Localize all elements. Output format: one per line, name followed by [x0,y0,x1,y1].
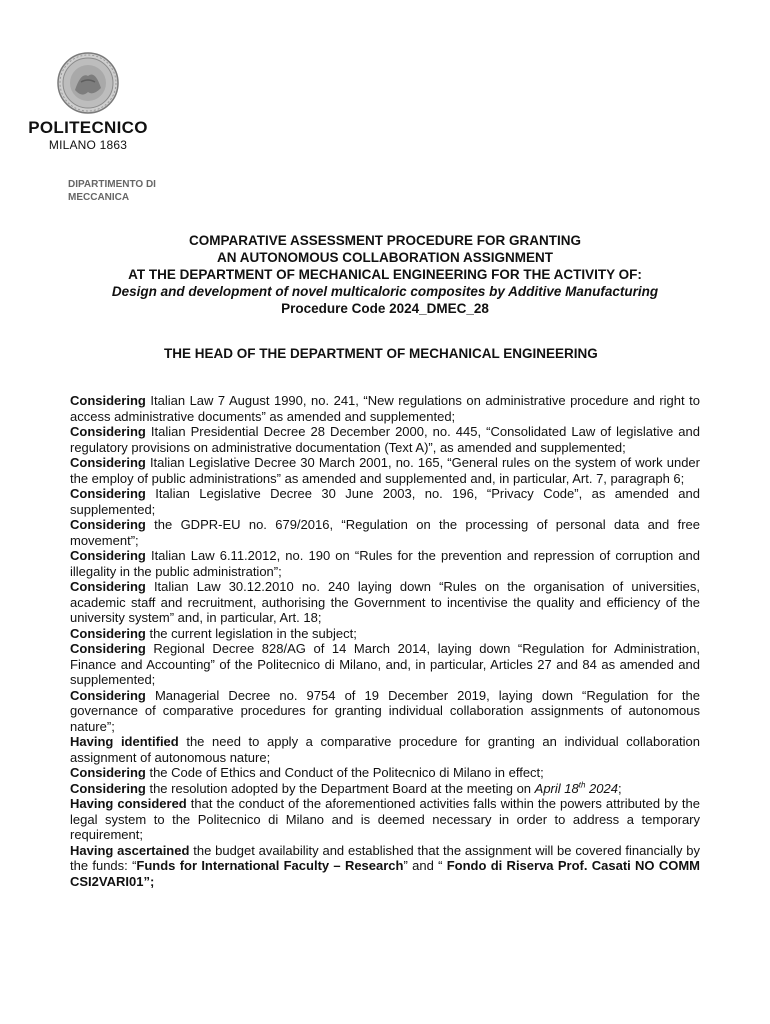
paragraph [70,424,700,455]
paragraph [70,796,700,843]
paragraph-text: Italian Legislative Decree 30 June 2003, no. 196, “Privacy Code”, as amended and supplemented; [70,486,700,517]
paragraph-text: the resolution adopted by the Department Board at the meeting on [145,780,535,796]
heading-line-1: COMPARATIVE ASSESSMENT PROCEDURE FOR GRANTING [188,233,582,248]
paragraph-text: Italian Presidential Decree 28 December 2000, no. 445, “Consolidated Law of legislative and regulatory provisions on administrative documentation (Text A)”, as amended and supplemented; [70,424,700,455]
paragraph-lead: Considering [70,486,146,501]
paragraph-lead: Having considered [70,796,187,811]
paragraph [70,579,700,626]
university-seal-icon [57,52,119,114]
paragraph-tail: ; [617,780,622,796]
paragraph-text: the budget availability and established that the assignment will be covered financially by the funds: “ [70,842,701,873]
meeting-date-suffix: th [578,780,586,790]
paragraph [70,688,700,735]
paragraph-tail: ”; [143,873,155,889]
paragraph-lead: Having identified [70,734,179,749]
paragraph-text: Regional Decree 828/AG of 14 March 2014, laying down “Regulation for Administration, Finance and Accounting” of the Politecnico di Milano, and, in particular, Articles 27 and 84 as amended and supplemented; [70,641,700,687]
paragraph-text: Managerial Decree no. 9754 of 19 December 2019, laying down “Regulation for the governance of comparative procedures for granting individual collaboration assignments of autonomous nature”; [70,687,700,734]
procedure-code: Procedure Code 2024_DMEC_28 [281,301,489,316]
paragraph-lead: Considering [70,687,146,703]
paragraph-lead: Considering [70,548,146,563]
paragraph-lead: Considering [70,579,146,594]
brand-subtitle: MILANO 1863 [48,138,128,152]
meeting-date-day: April 18 [534,780,579,796]
activity-title: Design and development of novel multicaloric composites by Additive Manufacturing [111,284,659,299]
paragraph [70,734,700,765]
paragraph-lead: Considering [70,780,146,796]
paragraph [70,781,700,797]
document-body [70,393,700,889]
paragraph-lead: Considering [70,625,146,641]
paragraph [70,548,700,579]
paragraph-text: Italian Law 6.11.2012, no. 190 on “Rules for the prevention and repression of corruption and illegality in the public administration”; [70,548,700,579]
paragraph-lead: Considering [70,641,146,656]
paragraph-lead: Considering [70,765,146,780]
paragraph-lead: Having ascertained [70,842,190,858]
meeting-date-year: 2024 [585,780,618,796]
heading-line-3: AT THE DEPARTMENT OF MECHANICAL ENGINEERING FOR THE ACTIVITY OF: [128,267,642,282]
paragraph [70,765,700,781]
paragraph-lead: Considering [70,393,146,408]
paragraph-text: Italian Law 7 August 1990, no. 241, “New regulations on administrative procedure and right to access administrative documents” as amended and supplemented; [70,393,700,424]
department-line-1: DIPARTIMENTO DI [68,179,156,190]
paragraph-text: Italian Law 30.12.2010 no. 240 laying down “Rules on the organisation of universities, academic staff and recruitment, authorising the Government to incentivise the quality and efficiency of the university system” and, in particular, Art. 18; [70,579,700,625]
paragraph [70,455,700,486]
department-line-2: MECCANICA [68,192,130,203]
paragraph [70,486,700,517]
fund-name-1: Funds for International Faculty – Research [136,858,404,873]
heading-line-2: AN AUTONOMOUS COLLABORATION ASSIGNMENT [217,250,553,265]
paragraph [70,641,700,688]
paragraph-lead: Considering [70,455,146,470]
paragraph-text: Italian Legislative Decree 30 March 2001, no. 165, “General rules on the system of work under the employ of public administrations” as amended and supplemented and, in particular, Art. 7, paragraph 6; [70,455,700,486]
paragraph-text: that the conduct of the aforementioned activities falls within the powers attributed by the legal system to the Politecnico di Milano and is deemed necessary in order to address a temporary requirement; [70,796,700,842]
department-label [68,178,188,204]
procedure-heading [40,232,730,317]
paragraph [70,517,700,548]
brand-name: POLITECNICO [28,118,148,137]
politecnico-logo [22,52,154,152]
paragraph-lead: Considering [70,517,146,532]
fund-name-2: Fondo di Riserva Prof. Casati NO COMM CSI2VARI01 [70,858,700,889]
paragraph [70,393,700,424]
paragraph [70,843,700,890]
meeting-date [535,781,618,796]
paragraph-text: the GDPR-EU no. 679/2016, “Regulation on the processing of personal data and free movement”; [70,517,700,548]
paragraph-text: the Code of Ethics and Conduct of the Politecnico di Milano in effect; [145,765,544,780]
paragraph-lead: Considering [70,424,146,439]
paragraph [70,626,700,642]
paragraph-text-mid: ” and “ [403,858,447,873]
paragraph-text: the current legislation in the subject; [145,625,357,641]
paragraph-text: the need to apply a comparative procedure for granting an individual collaboration assignment of autonomous nature; [70,734,701,765]
department-head-title: THE HEAD OF THE DEPARTMENT OF MECHANICAL ENGINEERING [164,346,598,361]
